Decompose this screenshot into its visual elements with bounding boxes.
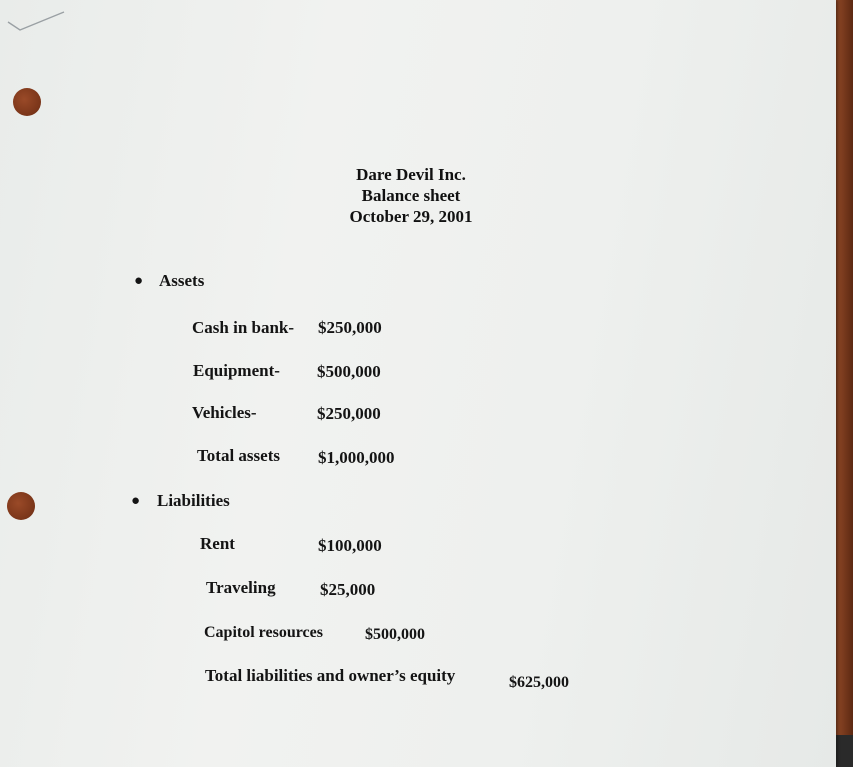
bullet-icon: ●: [134, 273, 144, 289]
assets-heading: Assets: [159, 271, 205, 290]
bullet-icon: ●: [131, 493, 141, 509]
liability-value-traveling: $25,000: [320, 580, 376, 599]
punch-hole-bottom: [7, 492, 35, 520]
liability-label-rent: Rent: [200, 534, 235, 553]
total-assets-label: Total assets: [197, 446, 280, 465]
liability-label-traveling: Traveling: [206, 578, 276, 597]
punch-hole-top: [13, 88, 41, 116]
asset-value-vehicles: $250,000: [317, 404, 381, 423]
asset-label-vehicles: Vehicles-: [192, 403, 257, 422]
liabilities-heading: Liabilities: [157, 491, 230, 510]
total-liabilities-label: Total liabilities and owner’s equity: [205, 666, 456, 685]
asset-value-cash: $250,000: [318, 318, 382, 337]
document-title: Balance sheet: [361, 186, 461, 205]
document-date: October 29, 2001: [349, 207, 473, 226]
total-assets-value: $1,000,000: [318, 448, 395, 467]
document-header: [311, 164, 511, 227]
asset-label-equipment: Equipment-: [193, 361, 280, 380]
asset-value-equipment: $500,000: [317, 362, 381, 381]
check-mark-icon: [6, 10, 66, 32]
liability-value-capitol: $500,000: [365, 626, 425, 643]
liability-value-rent: $100,000: [318, 536, 382, 555]
company-name: Dare Devil Inc.: [356, 165, 466, 184]
liability-label-capitol: Capitol resources: [204, 624, 323, 641]
total-liabilities-value: $625,000: [509, 674, 569, 691]
asset-label-cash: Cash in bank-: [192, 318, 295, 337]
